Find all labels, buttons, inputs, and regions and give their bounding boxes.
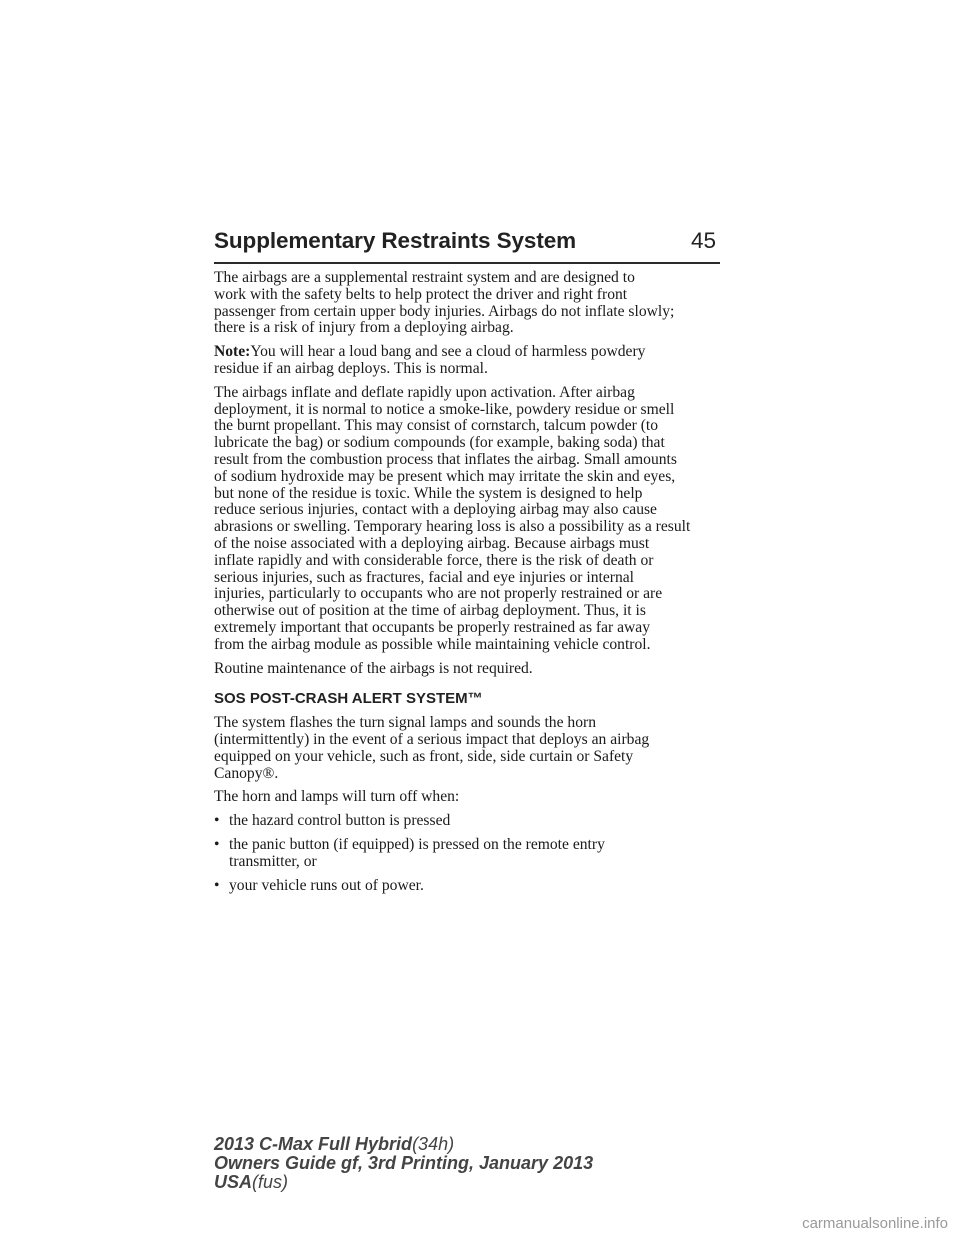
page-header bbox=[214, 228, 720, 264]
list-item-text: the hazard control button is pressed bbox=[229, 812, 451, 830]
list-item-text: your vehicle runs out of power. bbox=[229, 876, 424, 894]
footer-printing: Owners Guide gf, 3rd Printing, January 2013 bbox=[214, 1153, 594, 1173]
page-footer bbox=[214, 1135, 593, 1192]
watermark: carmanualsonline.info bbox=[802, 1215, 948, 1232]
note-label: Note: bbox=[214, 343, 251, 361]
list-item bbox=[214, 878, 724, 895]
note-text: You will hear a loud bang and see a cloud of harmless powdery residue if an airbag deploys. This is normal. bbox=[214, 343, 646, 377]
note-paragraph bbox=[214, 344, 724, 378]
maintenance-paragraph: Routine maintenance of the airbags is not required. bbox=[214, 659, 533, 677]
bullet-icon: • bbox=[214, 812, 220, 830]
system-paragraph: The system flashes the turn signal lamps and sounds the horn (intermittently) in the event of a serious impact that deploys an airbag equipped on your vehicle, such as front, side, side curtain or Safety Canopy®. bbox=[214, 714, 650, 782]
deployment-paragraph: The airbags inflate and deflate rapidly upon activation. After airbag deployment, it is normal to notice a smoke-like, powdery residue or smell the burnt propellant. This may consist of cornstarch, talcum powder (to lubricate the bag) or sodium compounds (for example, baking soda) that result from the combustion process that inflates the airbag. Small amounts of sodium hydroxide may be present which may irritate the skin and eyes, but none of the residue is toxic. While the system is designed to help reduce serious injuries, contact with a deploying airbag may also cause abrasions or swelling. Temporary hearing loss is also a possibility as a result of the noise associated with a deploying airbag. Because airbags must inflate rapidly and with considerable force, there is the risk of death or serious injuries, such as fractures, facial and eye injuries or internal injuries, particularly to occupants who are not properly restrained or are otherwise out of position at the time of airbag deployment. Thus, it is extremely important that occupants be properly restrained as far away from the airbag module as possible while maintaining vehicle control. bbox=[214, 383, 691, 653]
footer-market-code: (fus) bbox=[252, 1172, 289, 1192]
footer-line-market bbox=[214, 1173, 593, 1192]
intro-paragraph: The airbags are a supplemental restraint system and are designed to work with the safety belts to help protect the driver and right front passenger from certain upper body injuries. Airbags do not inflate slowly; there is a risk of injury from a deploying airbag. bbox=[214, 269, 675, 337]
bullet-icon: • bbox=[214, 835, 220, 853]
bullet-list bbox=[214, 813, 724, 894]
list-item bbox=[214, 837, 724, 871]
page-content bbox=[214, 270, 724, 901]
horn-paragraph: The horn and lamps will turn off when: bbox=[214, 788, 460, 806]
page-number: 45 bbox=[690, 228, 716, 253]
section-heading: SOS POST-CRASH ALERT SYSTEM™ bbox=[214, 690, 483, 708]
section-title: Supplementary Restraints System bbox=[214, 228, 577, 253]
footer-model: 2013 C-Max Full Hybrid bbox=[214, 1134, 413, 1154]
footer-model-code: (34h) bbox=[412, 1134, 455, 1154]
list-item-text: the panic button (if equipped) is pressed on the remote entry transmitter, or bbox=[229, 835, 605, 870]
footer-line-model bbox=[214, 1135, 593, 1154]
bullet-icon: • bbox=[214, 876, 220, 894]
list-item bbox=[214, 813, 724, 830]
footer-market: USA bbox=[214, 1172, 253, 1192]
